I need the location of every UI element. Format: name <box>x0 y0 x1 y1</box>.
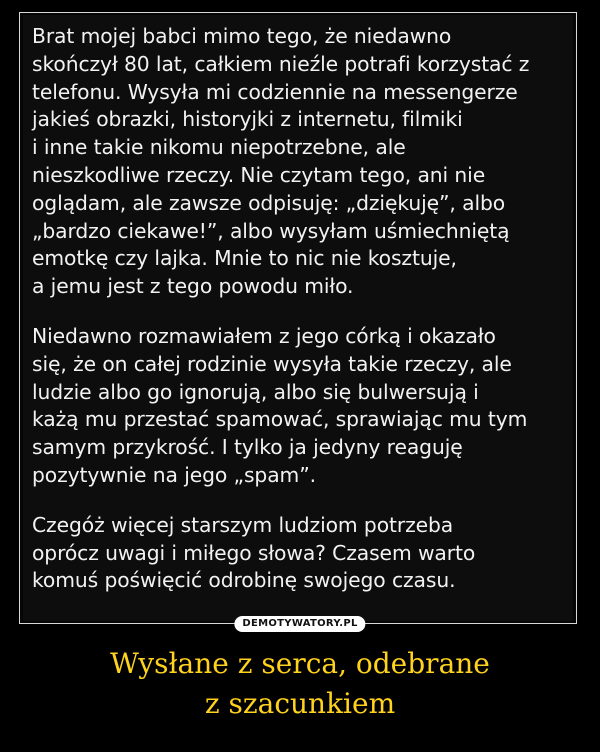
story-line: się, że on całej rodzinie wysyła takie rzeczy, ale <box>32 351 512 376</box>
story-line: ludzie albo go ignorują, albo się bulwersują i <box>32 379 479 404</box>
caption-line-1: Wysłane z serca, odebrane <box>110 647 490 680</box>
story-paragraph-1 <box>32 23 567 301</box>
story-line: emotkę czy lajka. Mnie to nic nie kosztuje, <box>32 246 457 271</box>
story-line: telefonu. Wysyła mi codziennie na messengerze <box>32 79 518 104</box>
story-text-image <box>23 15 573 621</box>
story-line: jakieś obrazki, historyjki z internetu, filmiki <box>32 107 463 132</box>
story-line: i inne takie nikomu niepotrzebne, ale <box>32 135 406 160</box>
story-line: „bardzo ciekawe!”, albo wysyłam uśmiechniętą <box>32 218 510 243</box>
caption <box>0 644 600 724</box>
story-line: każą mu przestać spamować, sprawiając mu tym <box>32 407 528 432</box>
story-line: samym przykrość. I tylko ja jedyny reaguję <box>32 435 463 460</box>
demotivator-frame <box>19 12 577 624</box>
site-watermark: DEMOTYWATORY.PL <box>234 616 365 632</box>
story-line: Czegóż więcej starszym ludziom potrzeba <box>32 512 454 537</box>
story-paragraph-2 <box>32 323 567 490</box>
story-line: komuś poświęcić odrobinę swojego czasu. <box>32 568 456 593</box>
story-line: skończył 80 lat, całkiem nieźle potrafi korzystać z <box>32 51 530 76</box>
story-line: Brat mojej babci mimo tego, że niedawno <box>32 24 452 48</box>
story-paragraph-3 <box>32 512 567 595</box>
story-line: nieszkodliwe rzeczy. Nie czytam tego, ani nie <box>32 162 486 187</box>
story-line: pozytywnie na jego „spam”. <box>32 462 316 487</box>
story-line: Niedawno rozmawiałem z jego córką i okazało <box>32 323 496 348</box>
story-line: oglądam, ale zawsze odpisuję: „dziękuję”, albo <box>32 190 506 215</box>
story-line: a jemu jest z tego powodu miło. <box>32 274 354 299</box>
caption-line-2: z szacunkiem <box>204 687 396 720</box>
story-line: oprócz uwagi i miłego słowa? Czasem warto <box>32 540 476 565</box>
